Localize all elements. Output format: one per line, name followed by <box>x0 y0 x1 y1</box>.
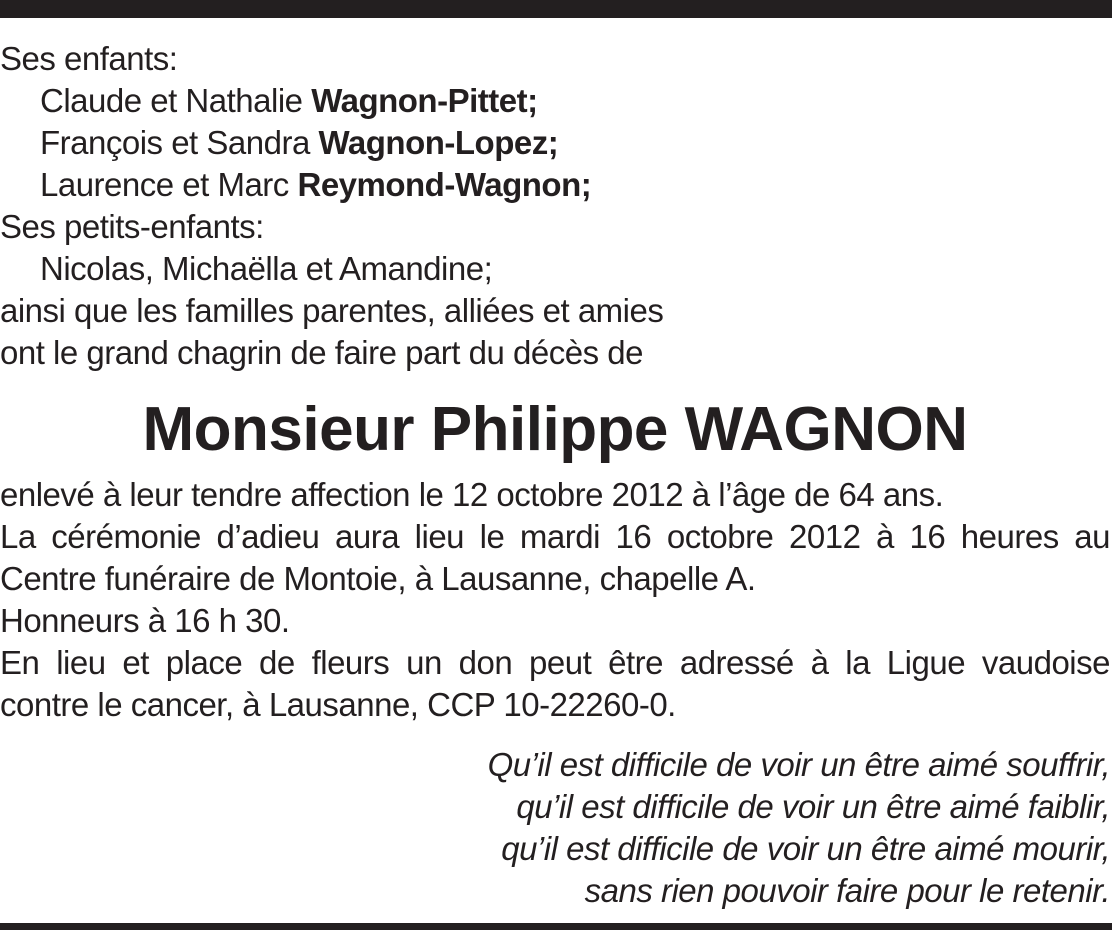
child-entry <box>0 164 1110 206</box>
child-surname: Wagnon-Pittet; <box>311 82 538 119</box>
donation-account-line: contre le cancer, à Lausanne, CCP 10-22260-0. <box>0 686 676 723</box>
honours-line: Honneurs à 16 h 30. <box>0 602 290 639</box>
obituary-notice <box>0 38 1110 912</box>
poem-line: qu’il est difficile de voir un être aimé faiblir, <box>516 788 1110 825</box>
date-of-death-line: enlevé à leur tendre affection le 12 octobre 2012 à l’âge de 64 ans. <box>0 476 944 513</box>
children-heading: Ses enfants: <box>0 40 178 77</box>
top-border-rule <box>0 0 1112 18</box>
deceased-name: Monsieur Philippe WAGNON <box>142 395 968 464</box>
child-given-names: François et Sandra <box>40 124 310 161</box>
relatives-line: ainsi que les familles parentes, alliées et amies <box>0 292 664 329</box>
donation-line: En lieu et place de fleurs un don peut être adressé à la Ligue vaudoise <box>0 644 1110 681</box>
poem-line: Qu’il est difficile de voir un être aimé souffrir, <box>487 746 1110 783</box>
memorial-poem <box>0 744 1110 912</box>
grandchildren-heading: Ses petits-enfants: <box>0 208 264 245</box>
child-surname: Reymond-Wagnon; <box>297 166 592 203</box>
child-given-names: Claude et Nathalie <box>40 82 303 119</box>
child-entry <box>0 122 1110 164</box>
poem-line: sans rien pouvoir faire pour le retenir. <box>584 872 1110 909</box>
grandchildren-names: Nicolas, Michaëlla et Amandine; <box>40 250 493 287</box>
ceremony-line: La cérémonie d’adieu aura lieu le mardi 16 octobre 2012 à 16 heures au <box>0 518 1110 555</box>
child-surname: Wagnon-Lopez; <box>318 124 559 161</box>
child-entry <box>0 80 1110 122</box>
child-given-names: Laurence et Marc <box>40 166 289 203</box>
poem-line: qu’il est difficile de voir un être aimé mourir, <box>501 830 1110 867</box>
announcement-line: ont le grand chagrin de faire part du décès de <box>0 334 643 371</box>
bottom-border-rule <box>0 923 1112 930</box>
ceremony-location-line: Centre funéraire de Montoie, à Lausanne, chapelle A. <box>0 560 756 597</box>
